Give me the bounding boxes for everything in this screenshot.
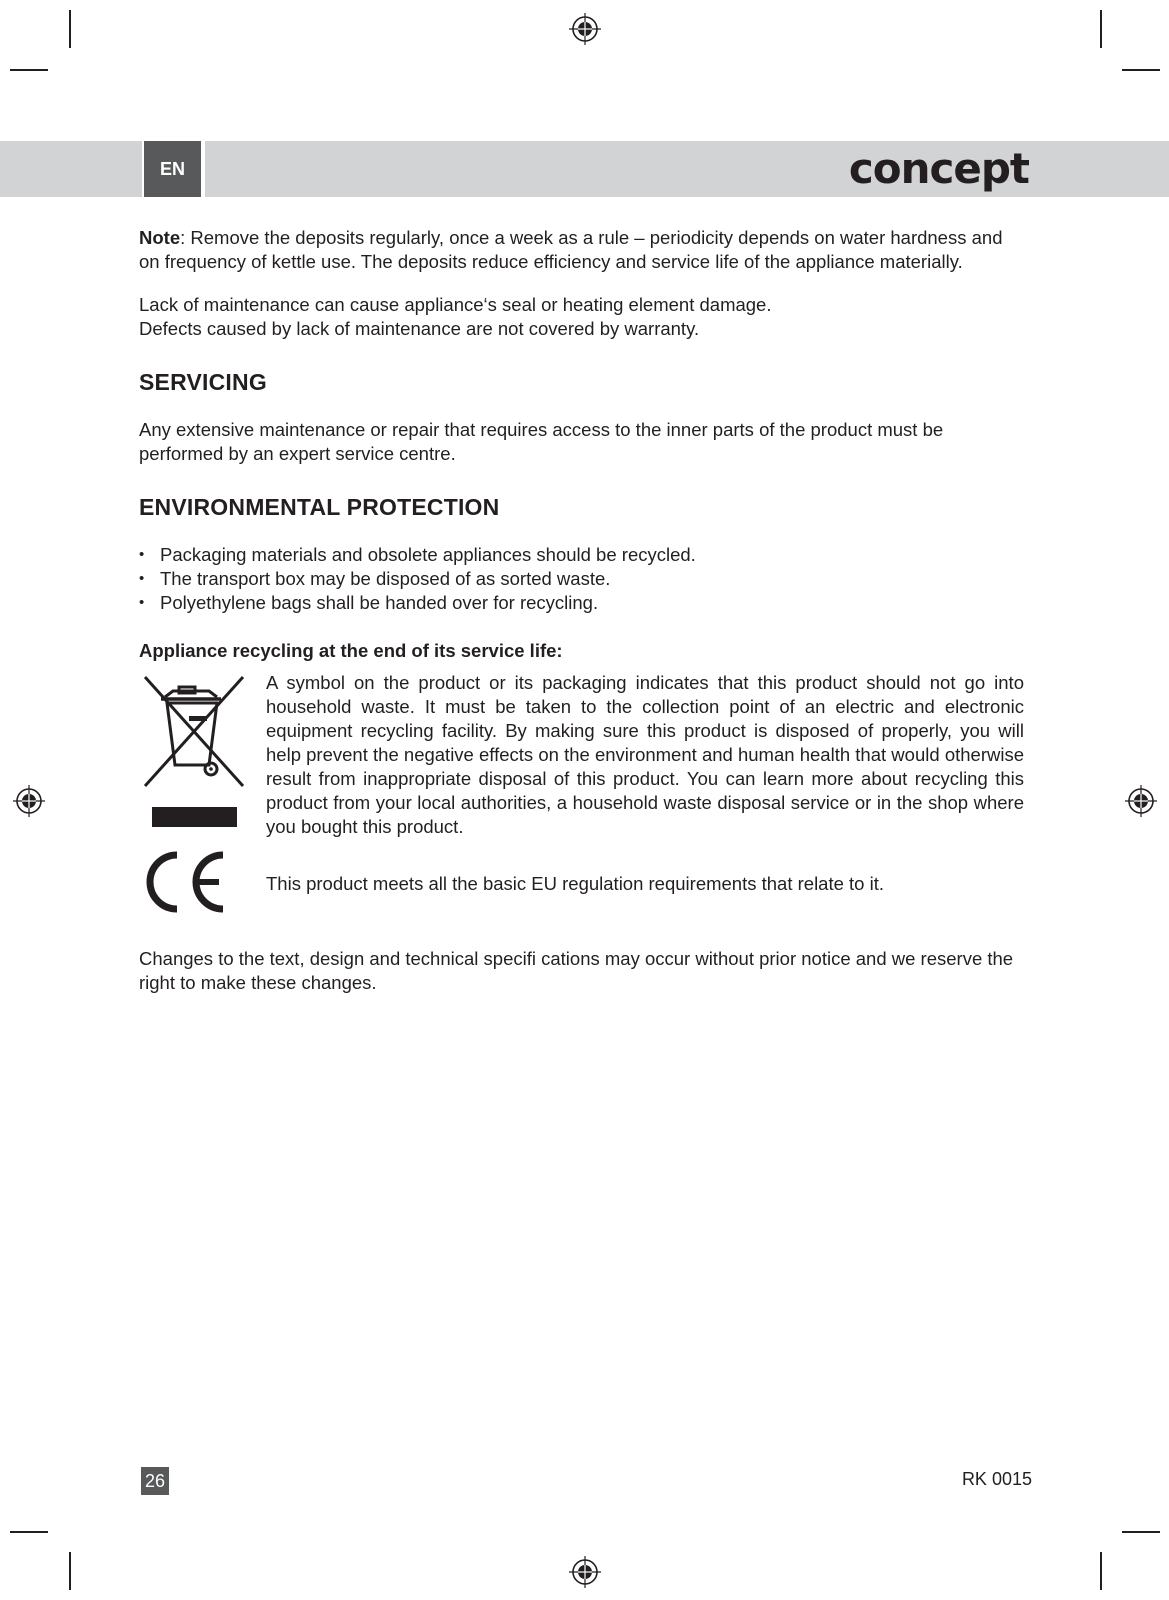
model-number: RK 0015 xyxy=(961,1469,1032,1489)
note-paragraph xyxy=(139,226,1024,274)
crop-mark xyxy=(10,69,48,71)
note-text: : Remove the deposits regularly, once a week as a rule – periodicity depends on water hardness and on frequency of kettle use. The deposits reduce efficiency and service life of the appliance materially. xyxy=(139,227,1003,272)
environmental-protection-heading: ENVIRONMENTAL PROTECTION xyxy=(139,494,500,520)
crop-mark xyxy=(1100,10,1102,48)
crop-mark xyxy=(10,1531,48,1533)
crop-mark xyxy=(69,1552,71,1590)
ce-mark-icon xyxy=(139,849,229,915)
crop-mark xyxy=(1100,1552,1102,1590)
page-content xyxy=(139,226,1024,995)
page-number: 26 xyxy=(141,1467,169,1495)
ce-icon-container xyxy=(139,849,266,919)
registration-mark-icon xyxy=(1125,785,1157,817)
crossed-out-wheelie-bin-icon xyxy=(139,671,249,836)
servicing-text: Any extensive maintenance or repair that requires access to the inner parts of the product must be performed by an expert service centre. xyxy=(139,419,944,464)
brand-logo: concept xyxy=(848,143,1029,193)
language-tab: EN xyxy=(142,141,205,197)
servicing-heading: SERVICING xyxy=(139,369,267,395)
ce-description: This product meets all the basic EU regulation requirements that relate to it. xyxy=(266,873,884,894)
weee-description: A symbol on the product or its packaging indicates that this product should not go into household waste. It must be taken to the collection point of an electric and electronic equipment recycling facility. By making sure this product is disposed of properly, you will help prevent the negative effects on the environment and human health that would otherwise result from inappropriate disposal of this product. You can learn more about recycling this product from your local authorities, a household waste disposal service or in the shop where you bought this product. xyxy=(266,672,1024,837)
list-item: • Polyethylene bags shall be handed over for recycling. xyxy=(139,591,1024,615)
recycling-heading: Appliance recycling at the end of its service life: xyxy=(139,640,563,661)
environment-bullet-list xyxy=(139,543,1024,615)
registration-mark-icon xyxy=(569,13,601,45)
list-item: • The transport box may be disposed of as sorted waste. xyxy=(139,567,1024,591)
weee-section xyxy=(139,671,1024,839)
weee-icon-container xyxy=(139,671,266,836)
registration-mark-icon xyxy=(13,785,45,817)
ce-section xyxy=(139,849,1024,919)
registration-mark-icon xyxy=(569,1556,601,1588)
note-label: Note xyxy=(139,227,181,248)
list-item: • Packaging materials and obsolete appliances should be recycled. xyxy=(139,543,1024,567)
crop-mark xyxy=(69,10,71,48)
changes-notice: Changes to the text, design and technical specifi cations may occur without prior notice and we reserve the right to make these changes. xyxy=(139,948,1014,993)
maintenance-line-1: Lack of maintenance can cause appliance‘s seal or heating element damage. xyxy=(139,294,772,315)
crop-mark xyxy=(1122,1531,1160,1533)
crop-mark xyxy=(1122,69,1160,71)
maintenance-line-2: Defects caused by lack of maintenance are not covered by warranty. xyxy=(139,318,700,339)
